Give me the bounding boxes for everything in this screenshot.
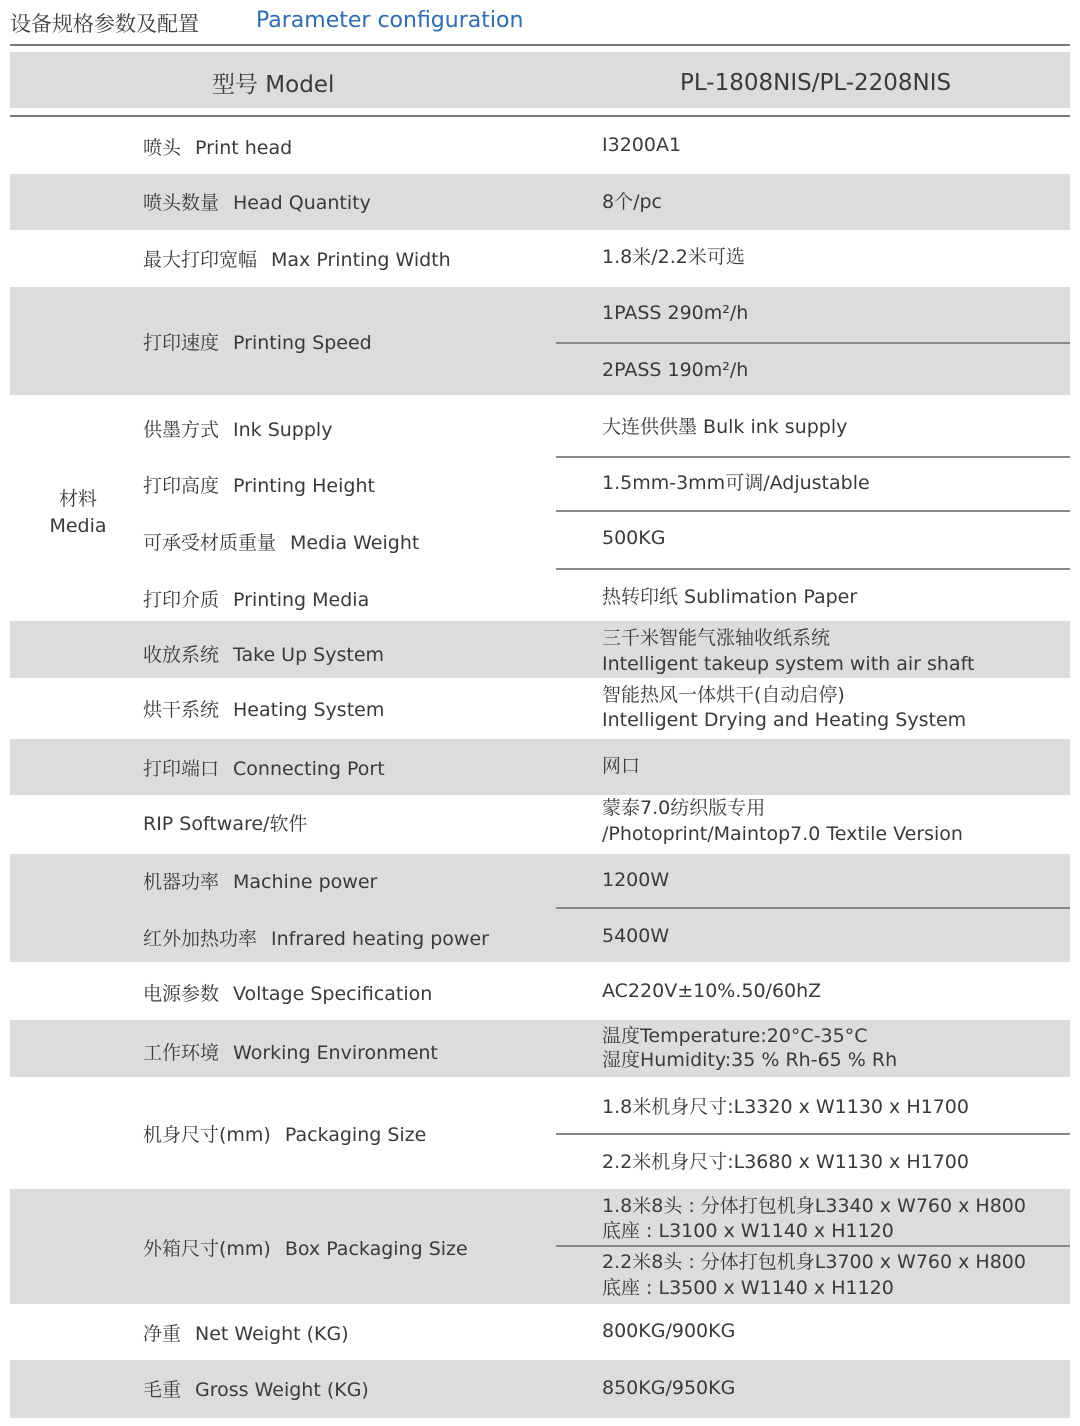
- model-label: 型号 Model: [212, 72, 335, 98]
- spec-label: 打印介质 Printing Media: [143, 589, 370, 611]
- spec-row-voltage: [10, 962, 1070, 1020]
- page-title-cn: 设备规格参数及配置: [10, 12, 199, 36]
- spec-value: 1.5mm-3mm可调/Adjustable: [602, 472, 870, 494]
- spec-row-printing-speed: [10, 287, 1070, 395]
- spec-value: 500KG: [602, 527, 666, 549]
- spec-label: 供墨方式 Ink Supply: [143, 419, 333, 441]
- spec-label: 打印端口 Connecting Port: [143, 758, 385, 780]
- spec-label: 打印高度 Printing Height: [143, 475, 375, 497]
- spec-value: 网口: [602, 755, 641, 777]
- spec-label-machine-power: 机器功率 Machine power: [143, 871, 378, 893]
- spec-label: 收放系统 Take Up System: [143, 644, 385, 666]
- box-divider: [556, 1245, 1070, 1247]
- spec-row-printing-height: [10, 458, 1070, 511]
- spec-label: 工作环境 Working Environment: [143, 1042, 438, 1064]
- spec-row-print-head: [10, 118, 1070, 174]
- spec-label: 可承受材质重量 Media Weight: [143, 532, 420, 554]
- page-title-en: Parameter configuration: [256, 8, 524, 33]
- header-divider: [10, 44, 1070, 46]
- spec-value-infrared-power: 5400W: [602, 925, 670, 947]
- spec-label: 烘干系统 Heating System: [143, 699, 385, 721]
- packaging-divider: [556, 1133, 1070, 1135]
- spec-row-media-weight: [10, 512, 1070, 570]
- spec-value-cn: 蒙泰7.0纺织版专用: [602, 797, 766, 819]
- spec-value-1-8m: 1.8米机身尺寸:L3320 x W1130 x H1700: [602, 1096, 969, 1118]
- spec-value: 8个/pc: [602, 191, 662, 213]
- spec-value-temperature: 温度Temperature:20°C-35°C: [602, 1025, 868, 1047]
- spec-value: 850KG/950KG: [602, 1377, 736, 1399]
- model-divider: [10, 115, 1070, 117]
- spec-value-1pass: 1PASS 290m²/h: [602, 302, 749, 324]
- spec-label: 喷头数量 Head Quantity: [143, 192, 371, 214]
- spec-row-net-weight: [10, 1304, 1070, 1360]
- spec-label: 毛重 Gross Weight (KG): [143, 1379, 369, 1401]
- spec-row-heating: [10, 678, 1070, 739]
- spec-value-1-8m-base: 底座 : L3100 x W1140 x H1120: [602, 1220, 894, 1242]
- spec-value-2-2m: 2.2米机身尺寸:L3680 x W1130 x H1700: [602, 1151, 969, 1173]
- model-value: PL-1808NIS/PL-2208NIS: [680, 70, 952, 96]
- spec-value-machine-power: 1200W: [602, 869, 670, 891]
- spec-row-printing-media: [10, 570, 1070, 621]
- spec-label: 最大打印宽幅 Max Printing Width: [143, 249, 451, 271]
- spec-value-2-2m-base: 底座 : L3500 x W1140 x H1120: [602, 1277, 894, 1299]
- spec-row-ink-supply: [10, 395, 1070, 457]
- spec-label: RIP Software/软件: [143, 813, 308, 835]
- spec-value-en: Intelligent takeup system with air shaft: [602, 653, 975, 675]
- spec-label-infrared-power: 红外加热功率 Infrared heating power: [143, 928, 489, 950]
- spec-label: 打印速度 Printing Speed: [143, 332, 372, 354]
- spec-value-en: Intelligent Drying and Heating System: [602, 709, 967, 731]
- spec-value-2-2m-body: 2.2米8头 : 分体打包机身L3700 x W760 x H800: [602, 1251, 1026, 1273]
- spec-label: 机身尺寸(mm) Packaging Size: [143, 1124, 427, 1146]
- spec-row-max-width: [10, 230, 1070, 287]
- spec-value-humidity: 湿度Humidity:35 % Rh-65 % Rh: [602, 1049, 898, 1071]
- spec-row-head-quantity: [10, 174, 1070, 230]
- spec-value-cn: 智能热风一体烘干(自动启停): [602, 684, 845, 706]
- category-media-en: Media: [49, 515, 107, 537]
- spec-value: I3200A1: [602, 134, 682, 156]
- spec-value: 大连供供墨 Bulk ink supply: [602, 416, 848, 438]
- spec-value: 热转印纸 Sublimation Paper: [602, 586, 858, 608]
- spec-value-cn: 三千米智能气涨轴收纸系统: [602, 627, 831, 649]
- model-row: [10, 52, 1070, 108]
- category-media-cn: 材料: [58, 488, 97, 510]
- spec-row-port: [10, 739, 1070, 795]
- spec-row-gross-weight: [10, 1360, 1070, 1418]
- spec-value-2pass: 2PASS 190m²/h: [602, 359, 749, 381]
- spec-label: 外箱尺寸(mm) Box Packaging Size: [143, 1238, 468, 1260]
- speed-divider: [556, 342, 1070, 344]
- spec-row-environment: [10, 1020, 1070, 1077]
- spec-label: 净重 Net Weight (KG): [143, 1323, 349, 1345]
- spec-row-rip: [10, 795, 1070, 854]
- spec-value: AC220V±10%.50/60hZ: [602, 980, 822, 1002]
- spec-value-en: /Photoprint/Maintop7.0 Textile Version: [602, 823, 963, 845]
- spec-value-1-8m-body: 1.8米8头 : 分体打包机身L3340 x W760 x H800: [602, 1195, 1026, 1217]
- spec-label: 喷头 Print head: [143, 137, 293, 159]
- power-divider: [556, 907, 1070, 909]
- spec-row-take-up: [10, 621, 1070, 678]
- spec-label: 电源参数 Voltage Specification: [143, 983, 433, 1005]
- spec-value: 800KG/900KG: [602, 1320, 736, 1342]
- spec-value: 1.8米/2.2米可选: [602, 246, 745, 268]
